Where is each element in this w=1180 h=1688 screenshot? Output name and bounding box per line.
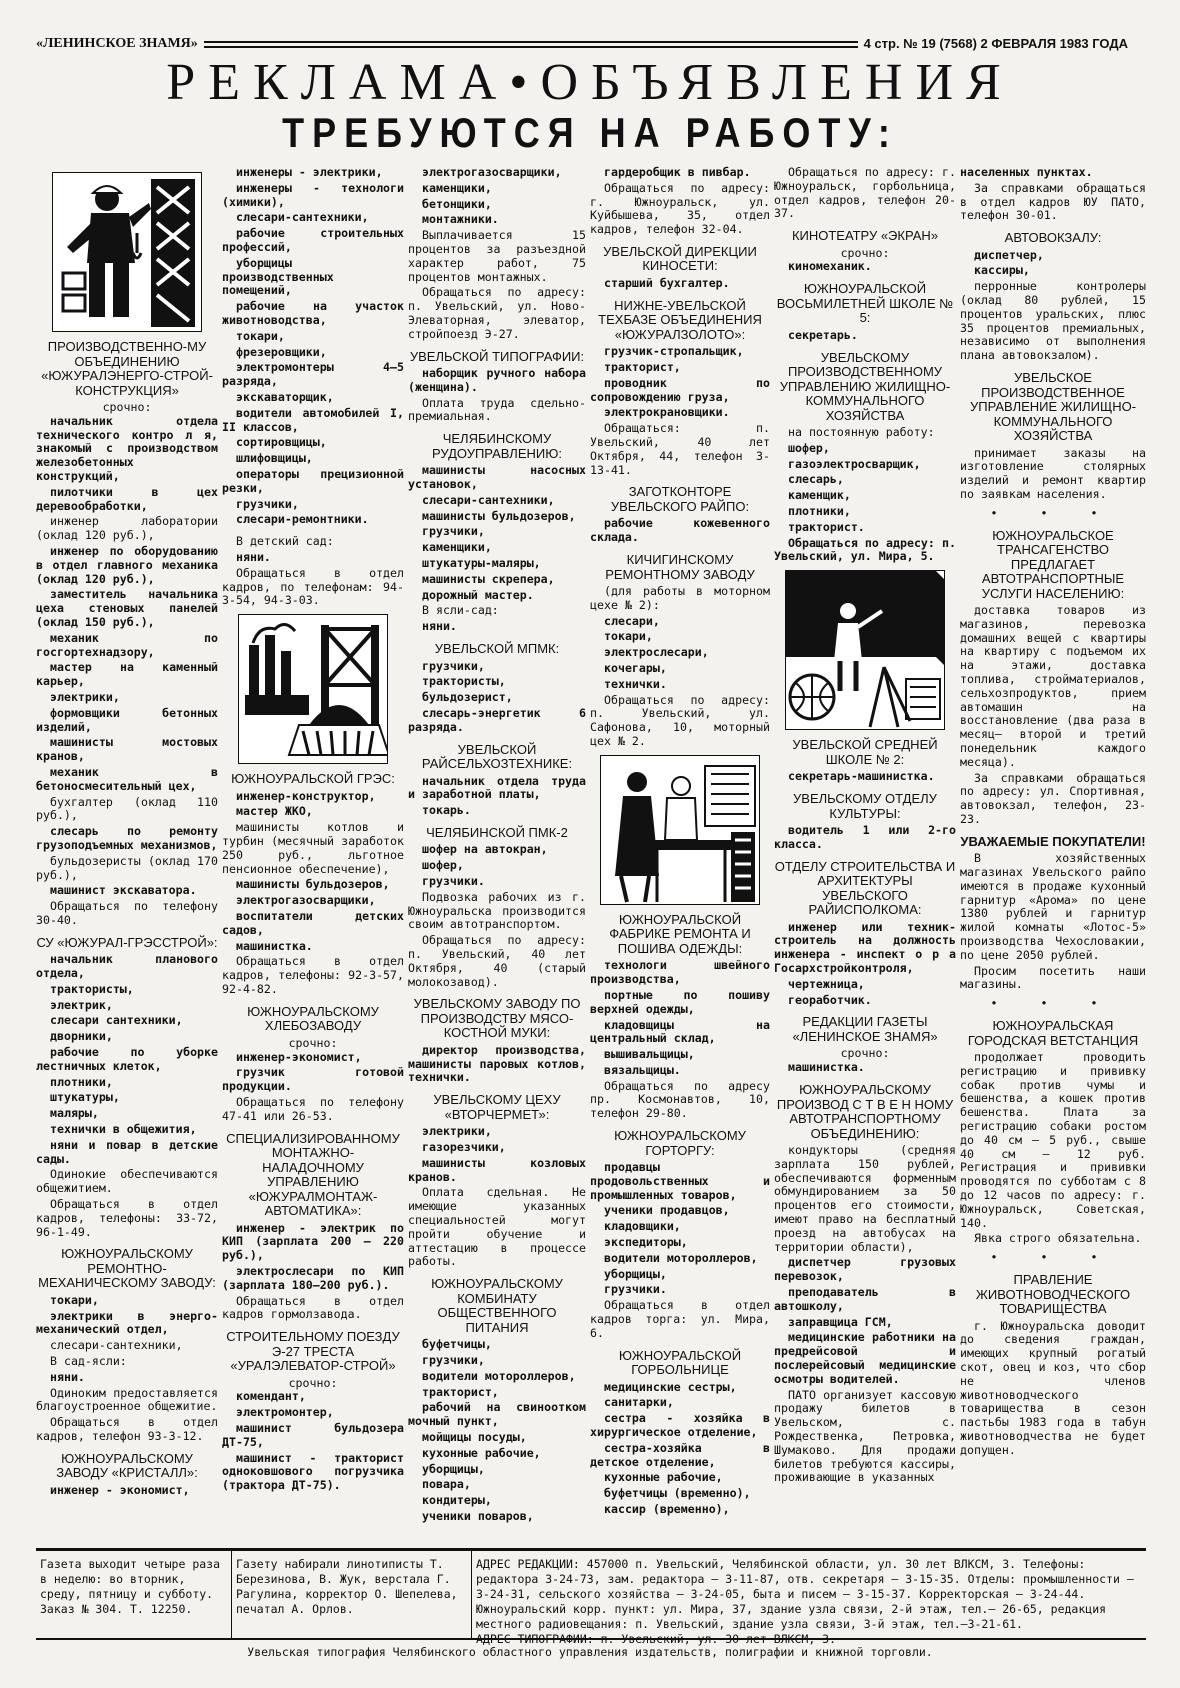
column-1 xyxy=(36,166,218,1688)
masthead xyxy=(36,34,1128,54)
paper-name: «ЛЕНИНСКОЕ ЗНАМЯ» xyxy=(36,36,198,52)
org-heading: УВЕЛЬСКОЙ РАЙСЕЛЬХОЗТЕХНИКЕ: xyxy=(421,741,573,771)
list-item: начальник отдела труда и заработной платы, xyxy=(408,773,586,802)
list-item: машинист - тракторист одноковшового погрузчика (трактора ДТ-75). xyxy=(222,1450,404,1493)
list-item: каменщик, xyxy=(788,488,851,503)
staff-credits: Газету набирали линотиписты Т. Березинова, В. Жук, верстала Г. Рагулина, корректор О. Шепелева, печатал А. Орлов. xyxy=(232,1551,472,1638)
org-heading: СУ «ЮЖУРАЛ-ГРЭССТРОЙ»: xyxy=(36,934,218,950)
list-item: технички. xyxy=(604,676,667,691)
list-item: инженер - экономист, xyxy=(50,1482,190,1497)
worker-illustration xyxy=(52,172,202,332)
list-item: электромонтер, xyxy=(236,1405,334,1420)
list-item: токари, xyxy=(236,328,285,343)
list-item: грузчики, xyxy=(236,496,299,511)
tailor-shop-illustration xyxy=(600,755,760,905)
org-heading: УВЕЛЬСКОЙ МПМК: xyxy=(434,641,560,657)
list-item: дворники, xyxy=(50,1029,113,1044)
list-item: инженер - электрик по КИП (зарплата 200 — 220 руб.), xyxy=(222,1220,404,1263)
list-item: кладовщицы на центральный склад, xyxy=(590,1017,770,1046)
list-item: токарь. xyxy=(422,803,471,818)
list-item: медицинские работники на предрейсовой и послерейсовый медицинские осмотры водителей. xyxy=(774,1330,956,1386)
list-item: начальник планового отдела, xyxy=(36,952,218,980)
list-item: грузчик готовой продукции. xyxy=(222,1065,404,1094)
note: Одиноким предоставляется благоустроенное общежитие. xyxy=(36,1385,218,1414)
list-item: мастер на каменный карьер, xyxy=(36,660,218,689)
contact: Обращаться в отдел кадров торга: ул. Мира, 6. xyxy=(590,1298,770,1340)
list-item: инженер по оборудованию в отдел главного механика (оклад 120 руб.), xyxy=(36,543,218,586)
note: Оплата сдельная. Не имеющие указанных специальностей могут пройти обучение и аттестацию в процессе работы. xyxy=(408,1185,586,1269)
list-item: машинист экскаватора. xyxy=(50,883,197,898)
org-heading: ЮЖНОУРАЛЬСКОМУ ГОРТОРГУ: xyxy=(614,1128,746,1158)
contact: Обращаться по адресу пр. Космонавтов, 10, телефон 29-80. xyxy=(590,1078,770,1121)
list-item: медицинские сестры, xyxy=(604,1379,737,1394)
list-item: инженер лаборатории (оклад 120 руб.), xyxy=(36,514,218,543)
note: Просим посетить наши магазины. xyxy=(960,963,1146,992)
org-heading: ЮЖНОУРАЛЬСКАЯ ГОРОДСКАЯ ВЕТСТАНЦИЯ xyxy=(967,1018,1139,1048)
list-item: инженеры - электрики, xyxy=(236,166,383,179)
list-item: уборщицы, xyxy=(422,1461,485,1476)
list-item: электрики, xyxy=(422,1124,492,1139)
publication-info: Газета выходит четыре раза в неделю: во вторник, среду, пятницу и субботу. Заказ № 304. Т. 12250. xyxy=(36,1551,232,1638)
builder-icon xyxy=(53,173,202,332)
list-item: электрики, xyxy=(50,689,120,704)
list-item: мойщицы посуды, xyxy=(422,1430,527,1444)
org-heading: ЮЖНОУРАЛЬСКОЙ ВОСЬМИЛЕТНЕЙ ШКОЛЕ № 5: xyxy=(776,281,954,326)
list-item: машинистка. xyxy=(788,1060,865,1075)
list-item: бетонщики, xyxy=(422,196,492,211)
org-heading: ЮЖНОУРАЛЬСКОМУ ХЛЕБОЗАВОДУ xyxy=(247,1003,379,1034)
list-item: водитель 1 или 2-го класса. xyxy=(774,823,956,851)
note: (для работы в моторном цехе № 2): xyxy=(590,584,770,612)
list-item: пилотчики в цех деревообработки, xyxy=(36,484,218,513)
list-item: директор производства, машинисты паровых котлов, технички. xyxy=(408,1042,586,1085)
list-item: операторы прецизионной резки, xyxy=(222,466,404,495)
org-heading: ЧЕЛЯБИНСКОМУ РУДОУПРАВЛЕНИЮ: xyxy=(432,431,562,461)
list-item: штукатуры, xyxy=(50,1090,120,1105)
org-heading: СТРОИТЕЛЬНОМУ ПОЕЗДУ Э-27 ТРЕСТА «УРАЛЭЛЕВАТОР-СТРОЙ» xyxy=(226,1329,400,1374)
contact: Обращаться в отдел кадров, телефоны: 92-3-57, 92-4-82. xyxy=(222,954,404,996)
list-item: сортировщицы, xyxy=(236,435,327,450)
power-plant-illustration xyxy=(238,614,388,764)
list-item: токари, xyxy=(50,1292,99,1307)
note: продолжает проводить регистрацию и прививку собак против чумы и бешенства, а кошек против бешенства. Плата за регистрацию собаки ростом до 40 см — 5 руб., свыше 40 см — 12 руб. Регистрация и прививки проводятся по субботам с 8 до 12 часов по адресу: г. Южноуральск, Советская, 140. xyxy=(960,1050,1146,1230)
urgent-label: срочно: xyxy=(288,1375,338,1390)
contact: Обращаться по адресу: г. Южноуральск, горбольница, отдел кадров, телефон 20-37. xyxy=(774,166,956,221)
list-item: кондукторы (средняя зарплата 150 рублей, обеспечиваются форменным обмундированием за 50 процентов его стоимости, имеют право на бесплатный проезд на автобусах на территории области), xyxy=(774,1143,956,1254)
column-2 xyxy=(222,166,404,1688)
issue-info: 4 стр. № 19 (7568) 2 ФЕВРАЛЯ 1983 ГОДА xyxy=(863,36,1128,52)
masthead-rule xyxy=(204,41,858,48)
list-item: портные по пошиву верхней одежды, xyxy=(590,987,770,1016)
org-heading: РЕДАКЦИИ ГАЗЕТЫ «ЛЕНИНСКОЕ ЗНАМЯ» xyxy=(792,1014,938,1044)
printer-line: Увельская типография Челябинского областного управления издательств, полиграфии и книжной торговли. xyxy=(247,1645,933,1659)
imprint-block xyxy=(36,1548,1146,1646)
contact: За справками обращаться в отдел кадров ЮУ ПАТО, телефон 30-01. xyxy=(960,180,1146,223)
note: на постоянную работу: xyxy=(788,425,935,440)
list-item: рабочие кожевенного склада. xyxy=(590,516,770,545)
list-item: слесари-сантехники, xyxy=(50,1338,183,1353)
org-heading: ЮЖНОУРАЛЬСКОМУ КОМБИНАТУ ОБЩЕСТВЕННОГО ПИТАНИЯ xyxy=(431,1276,563,1335)
urgent-label: срочно: xyxy=(102,400,152,414)
list-item: кассир (временно), xyxy=(604,1502,730,1517)
list-item: слесари сантехники, xyxy=(50,1013,183,1028)
list-item: В сад-ясли: xyxy=(50,1354,127,1369)
urgent-label: срочно: xyxy=(840,245,890,260)
org-heading: НИЖНЕ-УВЕЛЬСКОЙ ТЕХБАЗЕ ОБЪЕДИНЕНИЯ «ЮЖУРАЛЗОЛОТО»: xyxy=(598,297,762,342)
org-heading: ОТДЕЛУ СТРОИТЕЛЬСТВА И АРХИТЕКТУРЫ УВЕЛЬСКОГО РАЙИСПОЛКОМА: xyxy=(774,858,956,918)
contact: Обращаться по адресу: п. Увельский, ул. Сафонова, 10, моторный цех № 2. xyxy=(590,692,770,749)
list-item: машинисты бульдозеров, xyxy=(422,508,576,523)
org-heading: ЮЖНОУРАЛЬСКОЙ ГРЭС: xyxy=(231,771,395,787)
list-item: слесари-сантехники, xyxy=(422,492,555,507)
list-item: плотники, xyxy=(788,504,851,519)
list-item: перронные контролеры (оклад 80 рублей, 15 процентов уральских, плюс 35 процентов премиальных, независимо от выполнения плана автовокзалом). xyxy=(960,279,1146,363)
list-item: секретарь. xyxy=(788,327,858,342)
tailor-icon xyxy=(601,756,760,905)
list-item: машинисты бульдозеров, xyxy=(236,877,390,892)
list-item: шофер, xyxy=(788,440,830,455)
list-item: санитарки, xyxy=(604,1395,674,1410)
contact: Обращаться по адресу: г. Южноуральск, ул. Куйбышева, 35, отдел кадров, телефон 32-04. xyxy=(590,180,770,237)
list-item: кондитеры, xyxy=(422,1493,492,1508)
list-item: электрогазосварщики, xyxy=(236,893,376,908)
note: Подвозка рабочих из г. Южноуральска производится своим автотранспортом. xyxy=(408,889,586,932)
list-item: вышивальщицы, xyxy=(604,1047,695,1062)
list-item: кочегары, xyxy=(604,661,667,676)
school-illustration xyxy=(785,570,945,730)
contact: Обращаться в отдел кадров гормолзавода. xyxy=(222,1293,404,1322)
urgent-label: срочно: xyxy=(288,1035,338,1050)
org-heading: УВЕЛЬСКОМУ ЗАВОДУ ПО ПРОИЗВОДСТВУ МЯСО-КОСТНОЙ МУКИ: xyxy=(413,996,581,1041)
list-item: тракторист, xyxy=(422,1384,499,1399)
org-heading: УВЕЛЬСКОЙ ДИРЕКЦИИ КИНОСЕТИ: xyxy=(603,243,757,274)
list-item: экспедиторы, xyxy=(604,1235,688,1250)
list-item: экскаваторщик, xyxy=(236,389,334,404)
org-heading: ЮЖНОУРАЛЬСКОЙ ГОРБОЛЬНИЦЕ xyxy=(618,1347,742,1378)
list-item: маляры, xyxy=(50,1106,99,1121)
list-item: кухонные рабочие, xyxy=(604,1470,723,1485)
list-item: машинистка. xyxy=(236,938,313,953)
list-item: слесарь, xyxy=(788,472,844,487)
list-item: фрезеровщики, xyxy=(236,344,327,359)
list-item: электрогазосварщики, xyxy=(422,166,562,179)
list-item: рабочий на свиноотком мочный пункт, xyxy=(408,1400,586,1429)
note: принимает заказы на изготовление столярных изделий и ремонт квартир по заявкам населения. xyxy=(960,445,1146,501)
list-item: водители мотороллеров, xyxy=(604,1250,758,1265)
list-item: инженеры - технологи (химики), xyxy=(222,180,404,209)
list-item: ученики поваров, xyxy=(422,1508,534,1523)
list-item: уборщицы производственных помещений, xyxy=(222,255,334,298)
note: Одинокие обеспечиваются общежитием. xyxy=(36,1167,218,1196)
list-item: заправщица ГСМ, xyxy=(788,1314,893,1329)
org-heading: УВЕЛЬСКОМУ ПРОИЗВОДСТВЕННОМУ УПРАВЛЕНИЮ ЖИЛИЩНО-КОММУНАЛЬНОГО ХОЗЯЙСТВА xyxy=(779,349,951,423)
column-4 xyxy=(590,166,770,1688)
headline: РЕКЛАМА•ОБЪЯВЛЕНИЯ xyxy=(166,54,1014,111)
list-item: буфетчицы, xyxy=(422,1337,492,1352)
org-heading: ЮЖНОУРАЛЬСКОМУ ЗАВОДУ «КРИСТАЛЛ»: xyxy=(56,1450,198,1481)
list-item: инженер или техник-строитель на должность инженера - инспект о р а Госархстройконтроля, xyxy=(774,919,956,976)
list-item: наборщик ручного набора (женщина). xyxy=(408,366,586,394)
sub-heading: В ясли-сад: xyxy=(422,603,499,618)
list-item: диспетчер, xyxy=(974,247,1044,262)
list-item: слесари, xyxy=(604,613,660,628)
list-item: старший бухгалтер. xyxy=(604,275,730,290)
contact: Обращаться по телефону 47-41 или 26-53. xyxy=(222,1094,404,1123)
contact: Обращаться по адресу: п. Увельский, ул. Мира, 5. xyxy=(774,535,956,564)
subheadline: ТРЕБУЮТСЯ НА РАБОТУ: xyxy=(282,108,898,156)
urgent-label: срочно: xyxy=(840,1046,890,1061)
contact: Обращаться по телефону 30-40. xyxy=(36,899,218,927)
list-item: геоработчик. xyxy=(788,992,872,1007)
contact: Обращаться в отдел кадров, телефоны: 33-72, 96-1-49. xyxy=(36,1196,218,1239)
note: В хозяйственных магазинах Увельского райпо имеются в продаже кухонный гарнитур «Арома» по цене 1380 рублей и гарнитур жилой комнаты «Лотос-5» производства Чехословакии, по цене 2050 рублей. xyxy=(960,851,1146,962)
org-heading: УВЕЛЬСКОЙ СРЕДНЕЙ ШКОЛЕ № 2: xyxy=(792,737,938,767)
list-item: проводник по сопровождению груза, xyxy=(590,375,770,404)
list-item: рабочие на участок животноводства, xyxy=(222,299,404,327)
list-item: диспетчер грузовых перевозок, xyxy=(774,1255,956,1284)
list-item: технички в общежития, xyxy=(50,1121,197,1136)
list-item: водители мотороллеров, xyxy=(422,1368,576,1383)
list-item: ученики продавцов, xyxy=(604,1203,730,1218)
list-item: сестра - хозяйка в хирургическое отделение, xyxy=(590,1411,770,1440)
list-item: грузчики. xyxy=(604,1282,667,1297)
list-item: трактористы, xyxy=(422,674,506,689)
org-heading: КИЧИГИНСКОМУ РЕМОНТНОМУ ЗАВОДУ xyxy=(605,552,755,582)
list-item: электрокрановщики. xyxy=(604,405,730,420)
org-heading: ЧЕЛЯБИНСКОЙ ПМК-2 xyxy=(426,824,568,840)
separator-dots: • • • xyxy=(990,996,1116,1011)
list-item: механик по госгортехнадзору, xyxy=(36,630,218,659)
list-item: бульдозерист, xyxy=(422,690,513,705)
list-item: продавцы продовольственных и промышленных товаров, xyxy=(590,1160,770,1202)
contact: Обращаться в отдел кадров, телефон 93-3-12. xyxy=(36,1415,218,1443)
column-5 xyxy=(774,166,956,1688)
list-item: бухгалтер (оклад 110 руб.), xyxy=(36,794,218,823)
list-item: машинисты козловых кранов. xyxy=(408,1155,586,1184)
list-item: комендант, xyxy=(236,1389,306,1404)
list-item: электрослесари по КИП (зарплата 180—200 руб.). xyxy=(222,1263,404,1292)
note: Выплачивается 15 процентов за разъездной характер работ, 75 процентов монтажных. xyxy=(408,228,586,284)
teacher-icon xyxy=(786,571,945,730)
separator-dots: • • • xyxy=(990,505,1116,520)
contact: Обращаться по адресу: п. Увельский, 40 лет Октября, 40 (старый молокозавод). xyxy=(408,933,586,989)
list-item: плотники, xyxy=(50,1074,113,1089)
list-item: слесари-ремонтники. xyxy=(236,512,369,527)
factory-icon xyxy=(239,615,388,764)
org-heading: ПРАВЛЕНИЕ ЖИВОТНОВОДЧЕСКОГО ТОВАРИЩЕСТВА xyxy=(975,1272,1131,1317)
list-item: дорожный мастер. xyxy=(422,587,534,602)
list-item: инженер-экономист, xyxy=(236,1049,362,1064)
contact: Обращаться в отдел кадров, по телефонам: 94-3-54, 94-3-03. xyxy=(222,565,404,608)
list-item: тракторист, xyxy=(604,360,681,375)
list-item: газоэлектросварщик, xyxy=(788,456,921,471)
list-item: рабочие строительных профессий, xyxy=(222,226,404,254)
list-item: чертежница, xyxy=(788,976,865,991)
org-heading: УВЕЛЬСКОЕ ПРОИЗВОДСТВЕННОЕ УПРАВЛЕНИЕ ЖИЛИЩНО-КОММУНАЛЬНОГО ХОЗЯЙСТВА xyxy=(969,370,1137,444)
contact: За справками обращаться по адресу: ул. Спортивная, автовокзал, телефон, 23-23. xyxy=(960,770,1146,826)
list-item: киномеханик. xyxy=(788,259,872,274)
list-item: электрики в энерго-механический отдел, xyxy=(36,1308,218,1337)
list-item: грузчики. xyxy=(422,873,485,888)
list-item: монтажники. xyxy=(422,212,499,227)
list-item: няни. xyxy=(50,1369,85,1384)
list-item: слесари-сантехники, xyxy=(236,210,369,225)
list-item: технологи швейного производства, xyxy=(590,958,770,987)
org-heading: АВТОВОКЗАЛУ: xyxy=(1004,230,1102,246)
list-item: начальник отдела технического контро л я, знакомый с производством железобетонных конструкций, xyxy=(36,413,218,483)
org-heading: ЮЖНОУРАЛЬСКОЕ ТРАНСАГЕНСТВО ПРЕДЛАГАЕТ АВТОТРАНСПОРТНЫЕ УСЛУГИ НАСЕЛЕНИЮ: xyxy=(981,527,1125,601)
list-item: уборщицы, xyxy=(604,1266,667,1281)
list-item: электрослесари, xyxy=(604,645,709,660)
note: Оплата труда сдельно-премиальная. xyxy=(408,395,586,424)
org-heading: ПРОИЗВОДСТВЕННО-МУ ОБЪЕДИНЕНИЮ «ЮЖУРАЛЭНЕРГО-СТРОЙ-КОНСТРУКЦИЯ» xyxy=(41,339,213,398)
list-item: гардеробщик в пивбар. xyxy=(604,166,751,179)
list-item: няни. xyxy=(236,549,271,564)
list-item: няни. xyxy=(422,619,457,634)
list-item: грузчик-стропальщик, xyxy=(604,344,744,359)
list-item: секретарь-машинистка. xyxy=(788,769,935,784)
list-item: вязальщицы. xyxy=(604,1062,681,1077)
printer-address: АДРЕС ТИПОГРАФИИ: п. Увельский, ул. 30 лет ВЛКСМ, 3. xyxy=(476,1632,837,1646)
list-item: шофер на автокран, xyxy=(422,842,548,857)
contact: Обращаться по адресу: п. Увельский, ул. Ново-Элеваторная, элеватор, стройпоезд Э-27. xyxy=(408,285,586,341)
list-item: электромонтеры 4—5 разряда, xyxy=(222,360,404,389)
org-heading: ЮЖНОУРАЛЬСКОМУ ПРОИЗВОД С Т В Е Н НОМУ АВТОТРАНСПОРТНОМУ ОБЪЕДИНЕНИЮ: xyxy=(776,1082,954,1141)
list-item: грузчики, xyxy=(422,1353,485,1368)
list-item: механик в бетоносмесительный цех, xyxy=(36,764,218,793)
note: Явка строго обязательна. xyxy=(974,1231,1142,1246)
note: г. Южноуральска доводит до сведения граждан, имеющих крупный рогатый скот, овец и коз, что сбор не членов животноводческого товарищества в сезон пастьбы 1983 года в табун животноводчества не будет допущен. xyxy=(960,1318,1146,1457)
list-item: инженер-конструктор, xyxy=(236,788,376,803)
list-item: воспитатели детских садов, xyxy=(222,908,404,937)
org-heading: УВАЖАЕМЫЕ ПОКУПАТЕЛИ! xyxy=(960,833,1146,849)
list-item: шофер, xyxy=(422,858,464,873)
org-heading: УВЕЛЬСКОМУ ЦЕХУ «ВТОРЧЕРМЕТ»: xyxy=(433,1092,561,1122)
list-item: водители автомобилей I, II классов, xyxy=(222,405,404,434)
list-item: заместитель начальника цеха стеновых панелей (оклад 150 руб.), xyxy=(36,587,218,629)
list-item: трактористы, xyxy=(50,981,134,996)
list-item: штукатуры-маляры, xyxy=(422,556,541,571)
org-heading: УВЕЛЬСКОЙ ТИПОГРАФИИ: xyxy=(409,348,585,364)
list-item: машинисты скрепера, xyxy=(422,571,555,586)
list-item: кладовщики, xyxy=(604,1219,681,1234)
sub-heading: В детский сад: xyxy=(236,534,334,549)
org-heading: ЗАГОТКОНТОРЕ УВЕЛЬСКОГО РАЙПО: xyxy=(610,484,750,514)
org-heading: ЮЖНОУРАЛЬСКОМУ РЕМОНТНО-МЕХАНИЧЕСКОМУ ЗАВОДУ: xyxy=(38,1246,216,1291)
org-heading: КИНОТЕАТРУ «ЭКРАН» xyxy=(791,228,939,244)
list-item: тракторист. xyxy=(788,519,865,534)
list-item: машинист бульдозера ДТ-75, xyxy=(222,1421,404,1449)
org-heading: УВЕЛЬСКОМУ ОТДЕЛУ КУЛЬТУРЫ: xyxy=(793,791,937,821)
list-item: каменщики, xyxy=(422,540,492,555)
org-heading: ЮЖНОУРАЛЬСКОЙ ФАБРИКЕ РЕМОНТА И ПОШИВА ОДЕЖДЫ: xyxy=(609,911,751,956)
list-item: машинисты котлов и турбин (месячный заработок 250 руб., льготное пенсионное обеспечение), xyxy=(222,820,404,876)
list-item: бульдозеристы (оклад 170 руб.), xyxy=(36,853,218,882)
list-item: мастер ЖКО, xyxy=(236,804,313,819)
list-item: электрик, xyxy=(50,997,113,1012)
list-item: формовщики бетонных изделий, xyxy=(36,705,218,734)
org-heading: СПЕЦИАЛИЗИРОВАННОМУ МОНТАЖНО-НАЛАДОЧНОМУ УПРАВЛЕНИЮ «ЮЖУРАЛМОНТАЖ-АВТОМАТИКА»: xyxy=(226,1130,400,1219)
list-item: няни и повар в детские сады. xyxy=(36,1137,218,1166)
note: ПАТО организует кассовую продажу билетов в Увельском, с. Рождественка, Петровка, Шумаково. Для продажи билетов требуются кассиры, проживающие в указанных xyxy=(774,1387,956,1485)
editorial-contacts: АДРЕС РЕДАКЦИИ: 457000 п. Увельский, Челябинской области, ул. 30 лет ВЛКСМ, 3. Телефоны: редактора 3-24-73, зам. редактора — 3-11-87, отв. секретаря — 3-15-35. Отделы: промышленности — 3-24-31, сельского хозяйства — 3-24-05, быта и писем — 3-15-37. Корректорская — 3-24-44. Южноуральский корр. пункт: ул. Мира, 37, здание узла связи, 2-й этаж, тел.— 26-65, редакция местного радиовещания: п. Увельский, здание узла связи, 3-й этаж, тел.—3-21-61. xyxy=(476,1557,1134,1631)
list-item: населенных пунктах. xyxy=(960,166,1093,179)
list-item: грузчики, xyxy=(422,524,485,539)
list-item: газорезчики, xyxy=(422,1140,506,1155)
column-3 xyxy=(408,166,586,1688)
list-item: машинисты мостовых кранов, xyxy=(36,735,218,764)
list-item: кухонные рабочие, xyxy=(422,1445,541,1460)
list-item: рабочие по уборке лестничных клеток, xyxy=(36,1044,218,1073)
list-item: токари, xyxy=(604,629,653,644)
list-item: машинисты насосных установок, xyxy=(408,463,586,492)
list-item: повара, xyxy=(422,1477,471,1492)
list-item: слесарь-энергетик 6 разряда. xyxy=(408,705,586,734)
list-item: каменщики, xyxy=(422,180,492,195)
list-item: грузчики, xyxy=(422,658,485,673)
list-item: преподаватель в автошколу, xyxy=(774,1284,956,1313)
note: доставка товаров из магазинов, перевозка домашних вещей с квартиры на квартиру с подъемом их на этажи, доставка топлива, стройматериалов, сельхозпродуктов, прием автомашин на восстановление (два раза в месяц— второй и третий понедельник каждого месяца). xyxy=(960,603,1146,769)
list-item: буфетчицы (временно), xyxy=(604,1486,751,1501)
list-item: шлифовщицы, xyxy=(236,451,313,466)
separator-dots: • • • xyxy=(990,1250,1116,1265)
editorial-address xyxy=(472,1551,1146,1646)
contact: Обращаться: п. Увельский, 40 лет Октября, 44, телефон 3-13-41. xyxy=(590,421,770,477)
list-item: слесарь по ремонту грузоподъемных механизмов, xyxy=(36,824,218,852)
list-item: сестра-хозяйка в детское отделение, xyxy=(590,1440,770,1469)
column-6 xyxy=(960,166,1146,1688)
list-item: кассиры, xyxy=(974,263,1030,278)
